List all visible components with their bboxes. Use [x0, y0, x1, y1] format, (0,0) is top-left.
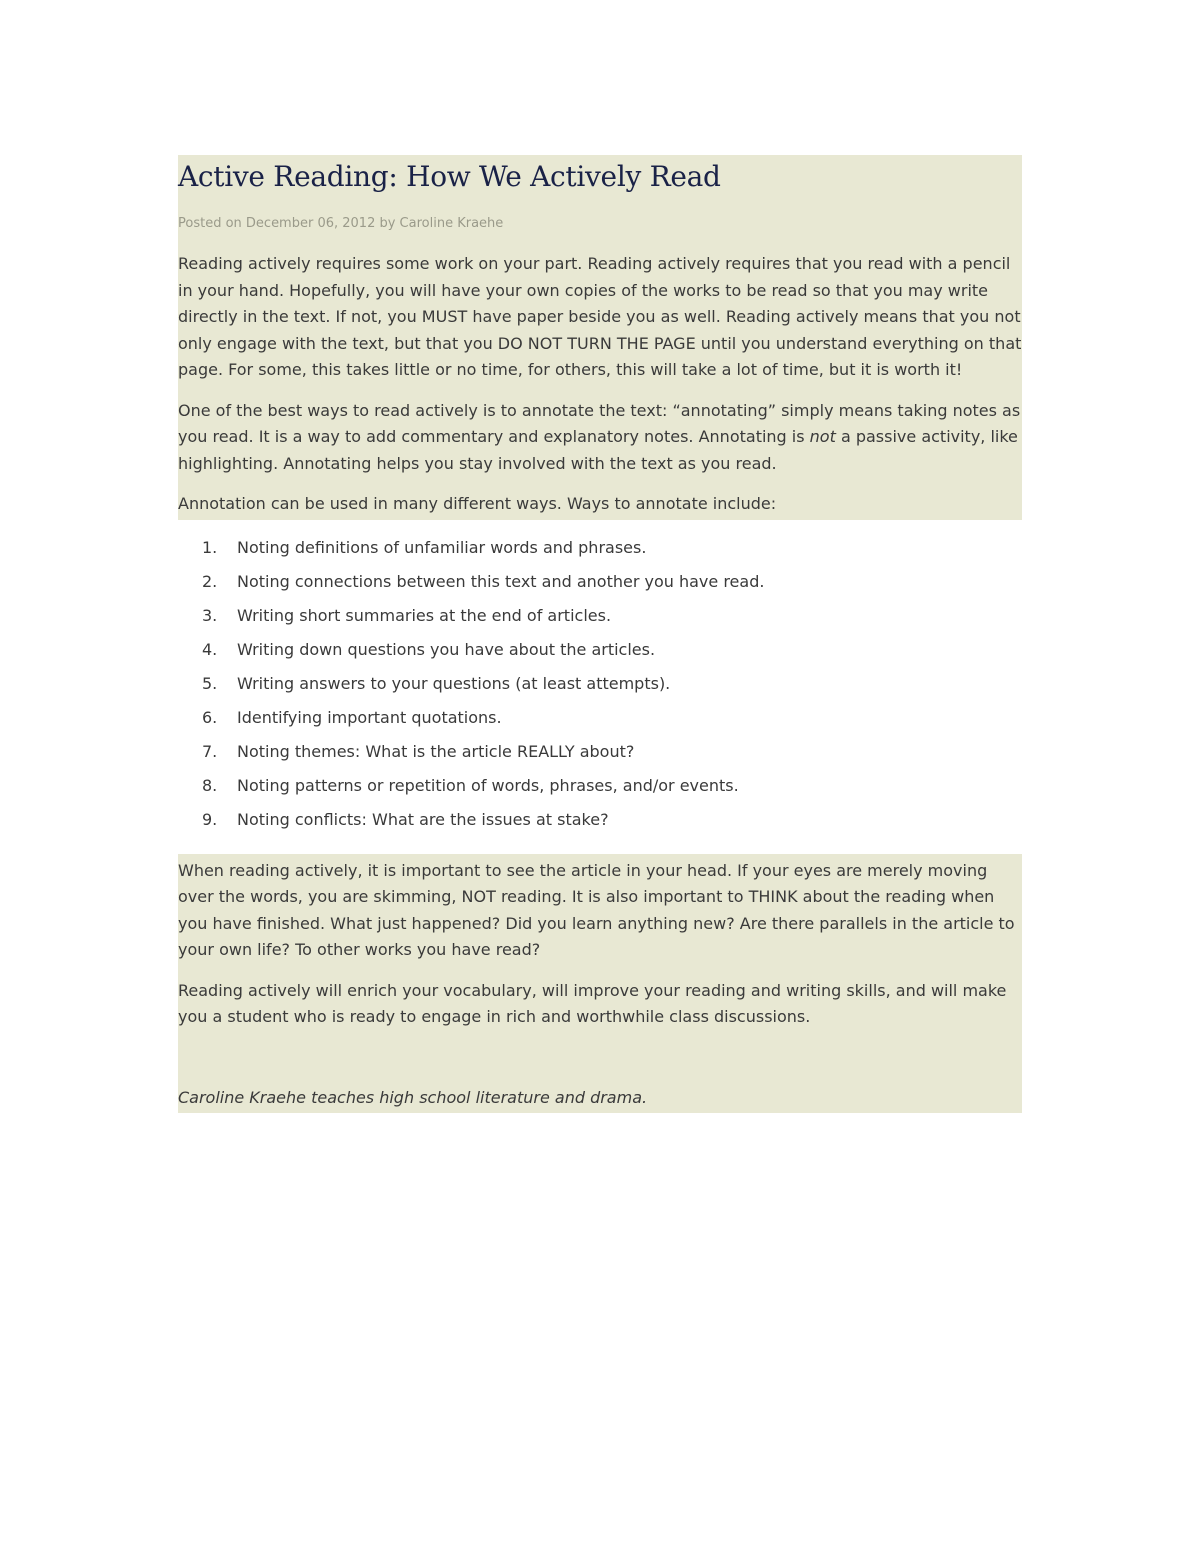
- list-item-text: Writing short summaries at the end of articles.: [237, 605, 612, 625]
- article-byline: Posted on December 06, 2012 by Caroline Kraehe: [178, 216, 504, 231]
- list-item: [178, 810, 1022, 844]
- author-bio: Caroline Kraehe teaches high school literature and drama.: [178, 1087, 648, 1107]
- list-item: [178, 606, 1022, 640]
- list-item-text: Writing down questions you have about the articles.: [237, 639, 656, 659]
- list-item-number: 3.: [202, 605, 218, 625]
- article-intro-block: [178, 155, 1022, 520]
- paragraph-visualize: When reading actively, it is important to see the article in your head. If your eyes are merely moving over the words, you are skimming, NOT reading. It is also important to THINK about the reading when you have finished. What just happened? Did you learn anything new? Are there parallels in the article to your own life? To other works you have read?: [178, 860, 1015, 959]
- list-item: [178, 776, 1022, 810]
- paragraph-annotating: [178, 398, 1022, 478]
- list-item-text: Identifying important quotations.: [237, 707, 502, 727]
- list-item-text: Noting patterns or repetition of words, phrases, and/or events.: [237, 775, 739, 795]
- list-item-number: 8.: [202, 775, 218, 795]
- article-title: Active Reading: How We Actively Read: [178, 160, 721, 193]
- list-item-text: Noting themes: What is the article REALLY about?: [237, 741, 635, 761]
- list-item-number: 1.: [202, 537, 218, 557]
- list-item: [178, 674, 1022, 708]
- list-item-number: 9.: [202, 809, 218, 829]
- paragraph-intro: Reading actively requires some work on your part. Reading actively requires that you read with a pencil in your hand. Hopefully, you will have your own copies of the works to be read so that you may write directly in the text. If not, you MUST have paper beside you as well. Reading actively means that you not only engage with the text, but that you DO NOT TURN THE PAGE until you understand everything on that page. For some, this takes little or no time, for others, this will take a lot of time, but it is worth it!: [178, 254, 1022, 379]
- article-closing-block: [178, 854, 1022, 1113]
- paragraph-annotating-emphasis: not: [809, 427, 836, 446]
- paragraph-benefits: Reading actively will enrich your vocabulary, will improve your reading and writing skills, and will make you a student who is ready to engage in rich and worthwhile class discussions.: [178, 980, 1007, 1026]
- paragraph-annotating-part1: One of the best ways to read actively is to annotate the text: “annotating” simply means taking notes as you read. It is a way to add commentary and explanatory notes. Annotating is: [178, 400, 1021, 446]
- list-item-number: 4.: [202, 639, 218, 659]
- list-item-number: 6.: [202, 707, 218, 727]
- annotation-ways-list: [178, 520, 1022, 854]
- list-item-number: 7.: [202, 741, 218, 761]
- list-item-text: Noting definitions of unfamiliar words and phrases.: [237, 537, 647, 557]
- list-item: [178, 538, 1022, 572]
- paragraph-ways-intro: Annotation can be used in many different ways. Ways to annotate include:: [178, 494, 777, 513]
- list-item-text: Noting conflicts: What are the issues at stake?: [237, 809, 609, 829]
- list-item-number: 5.: [202, 673, 218, 693]
- paragraph-annotating-part2: a passive activity, like highlighting. Annotating helps you stay involved with the text as you read.: [178, 427, 1018, 473]
- list-item: [178, 742, 1022, 776]
- list-item-text: Noting connections between this text and another you have read.: [237, 571, 765, 591]
- list-item: [178, 708, 1022, 742]
- article: [178, 155, 1022, 1113]
- list-item: [178, 640, 1022, 674]
- list-item-text: Writing answers to your questions (at least attempts).: [237, 673, 671, 693]
- list-item: [178, 572, 1022, 606]
- list-item-number: 2.: [202, 571, 218, 591]
